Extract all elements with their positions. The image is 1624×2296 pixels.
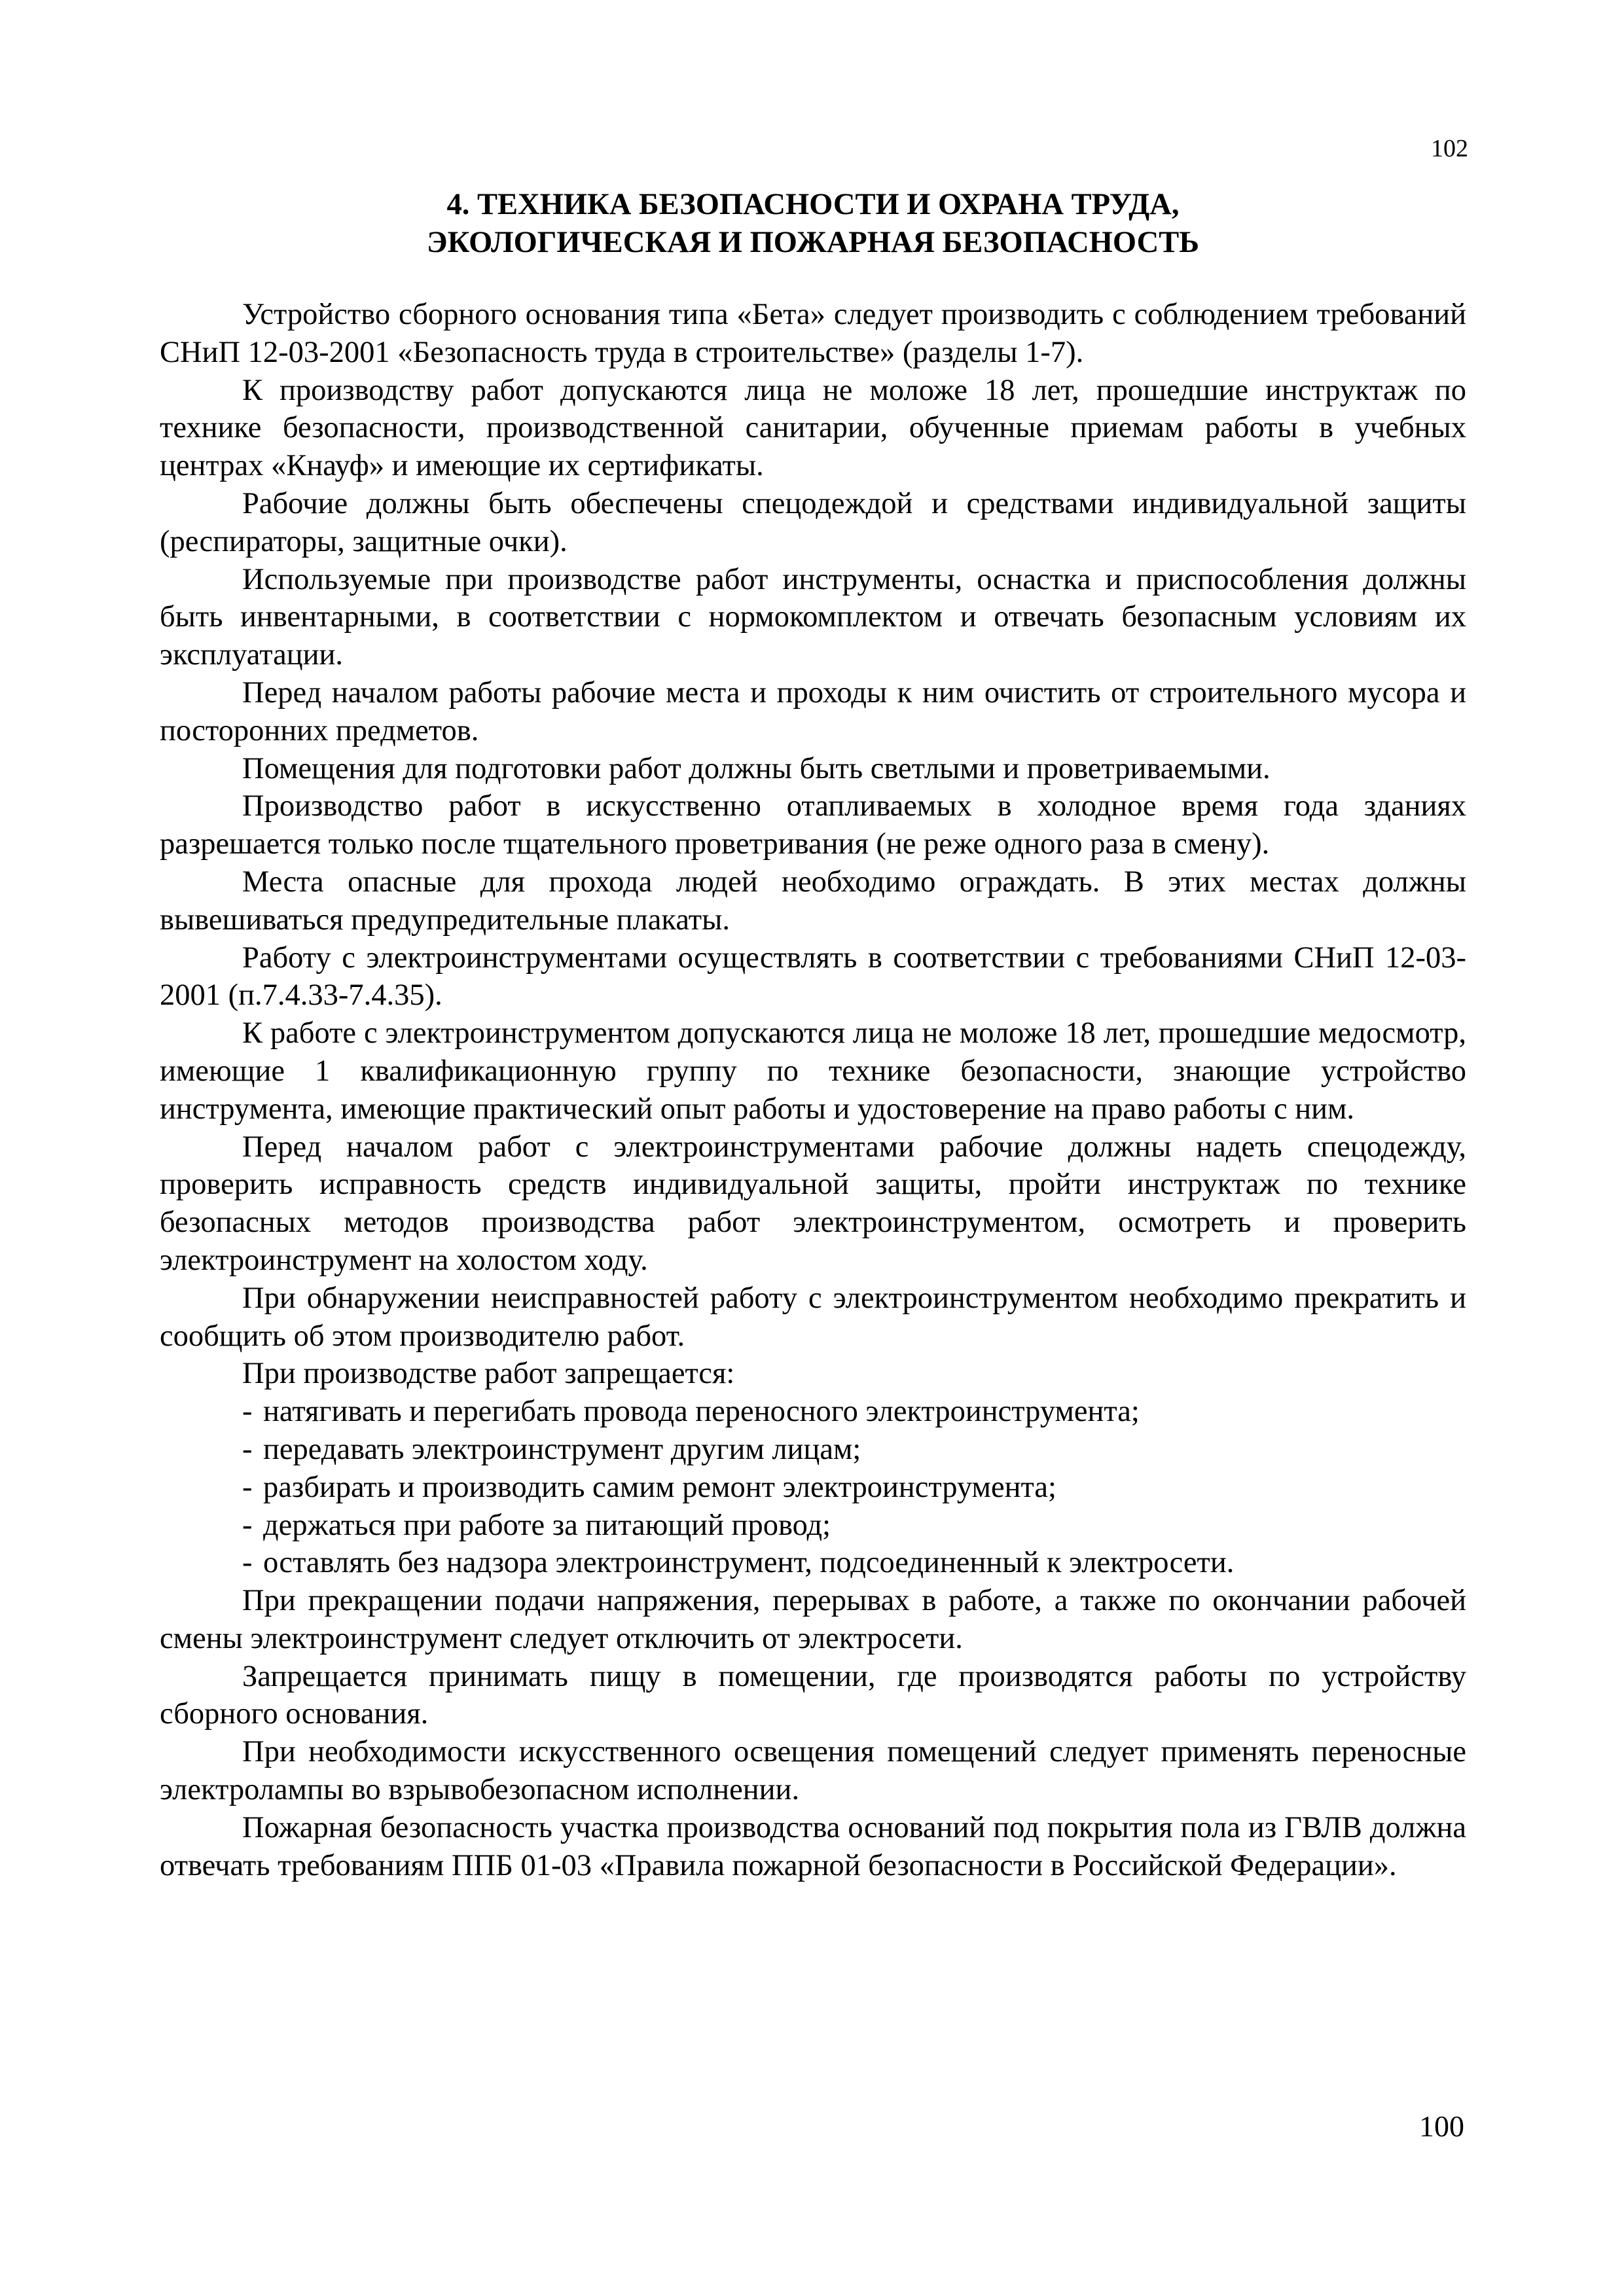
list-item	[160, 1544, 1466, 1582]
list-item-text: передавать электроинструмент другим лицам;	[263, 1432, 861, 1466]
list-item	[160, 1469, 1466, 1507]
paragraph: Используемые при производстве работ инструменты, оснастка и приспособления должны быть инвентарными, в соответствии с нормокомплектом и отвечать безопасным условиям их эксплуатации.	[160, 562, 1466, 672]
list-marker: -	[242, 1546, 253, 1580]
paragraph: При производстве работ запрещается:	[242, 1357, 735, 1391]
list-item-text: натягивать и перегибать провода переносного электроинструмента;	[263, 1395, 1140, 1429]
paragraph: Производство работ в искусственно отапливаемых в холодное время года зданиях разрешается только после тщательного проветривания (не реже одного раза в смену).	[160, 789, 1466, 861]
list-item	[160, 1431, 1466, 1469]
paragraph: Устройство сборного основания типа «Бета» следует производить с соблюдением требований СНиП 12-03-2001 «Безопасность труда в строительстве» (разделы 1-7).	[160, 298, 1466, 369]
prohibited-actions-list	[160, 1393, 1466, 1582]
list-item-text: оставлять без надзора электроинструмент, подсоединенный к электросети.	[263, 1546, 1235, 1580]
document-body	[160, 296, 1466, 1884]
paragraph: При необходимости искусственного освещения помещений следует применять переносные электролампы во взрывобезопасном исполнении.	[160, 1735, 1466, 1807]
paragraph: К производству работ допускаются лица не моложе 18 лет, прошедшие инструктаж по технике безопасности, производственной санитарии, обученные приемам работы в учебных центрах «Кнауф» и имеющие их сертификаты.	[160, 373, 1466, 483]
paragraph: Места опасные для прохода людей необходимо ограждать. В этих местах должны вывешиваться предупредительные плакаты.	[160, 865, 1466, 937]
paragraph: Работу с электроинструментами осуществлять в соответствии с требованиями СНиП 12-03-2001 (п.7.4.33-7.4.35).	[160, 941, 1466, 1013]
paragraph: Пожарная безопасность участка производства оснований под покрытия пола из ГВЛВ должна отвечать требованиям ППБ 01-03 «Правила пожарной безопасности в Российской Федерации».	[160, 1810, 1466, 1882]
page-number-top: 102	[1431, 135, 1468, 162]
list-item-text: держаться при работе за питающий провод;	[263, 1508, 831, 1542]
list-marker: -	[242, 1395, 253, 1429]
section-title-line-2: ЭКОЛОГИЧЕСКАЯ И ПОЖАРНАЯ БЕЗОПАСНОСТЬ	[427, 226, 1199, 259]
list-item	[160, 1393, 1466, 1431]
paragraph: Помещения для подготовки работ должны быть светлыми и проветриваемыми.	[242, 751, 1271, 785]
paragraph: При обнаружении неисправностей работу с электроинструментом необходимо прекратить и сообщить об этом производителю работ.	[160, 1281, 1466, 1353]
list-marker: -	[242, 1508, 253, 1542]
list-marker: -	[242, 1432, 253, 1466]
paragraph: Перед началом работ с электроинструментами рабочие должны надеть спецодежду, проверить исправность средств индивидуальной защиты, пройти инструктаж по технике безопасных методов производства работ электроинструментом, осмотреть и проверить электроинструмент на холостом ходу.	[160, 1130, 1466, 1277]
page-number-bottom: 100	[1419, 2109, 1464, 2143]
section-title-line-1: 4. ТЕХНИКА БЕЗОПАСНОСТИ И ОХРАНА ТРУДА,	[446, 188, 1180, 221]
list-item-text: разбирать и производить самим ремонт электроинструмента;	[263, 1470, 1056, 1504]
paragraph: Запрещается принимать пищу в помещении, где производятся работы по устройству сборного основания.	[160, 1659, 1466, 1731]
list-item	[160, 1507, 1466, 1545]
paragraph: Рабочие должны быть обеспечены спецодеждой и средствами индивидуальной защиты (респираторы, защитные очки).	[160, 486, 1466, 558]
section-title	[160, 186, 1466, 262]
paragraph: К работе с электроинструментом допускаются лица не моложе 18 лет, прошедшие медосмотр, имеющие 1 квалификационную группу по технике безопасности, знающие устройство инструмента, имеющие практический опыт работы и удостоверение на право работы с ним.	[160, 1016, 1466, 1126]
paragraph: Перед началом работы рабочие места и проходы к ним очистить от строительного мусора и посторонних предметов.	[160, 675, 1466, 747]
list-marker: -	[242, 1470, 253, 1504]
paragraph: При прекращении подачи напряжения, перерывах в работе, а также по окончании рабочей смены электроинструмент следует отключить от электросети.	[160, 1584, 1466, 1655]
